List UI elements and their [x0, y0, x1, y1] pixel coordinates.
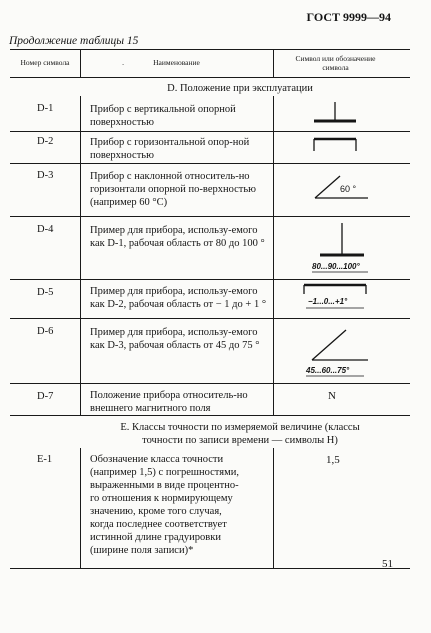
- symbol-range-label: −1...0...+1°: [308, 297, 348, 306]
- header-divider-2: [273, 49, 274, 77]
- symbol-inclined-range: [302, 324, 380, 380]
- row-separator: [10, 415, 410, 416]
- column-divider-code-e: [80, 448, 81, 568]
- row-separator: [10, 163, 410, 164]
- symbol-accuracy-class: 1,5: [326, 454, 340, 466]
- table-bottom-border: [10, 568, 410, 569]
- row-code-e1: Е-1: [37, 454, 53, 465]
- row-name-d1: Прибор с вертикальной опорной поверхностью: [90, 104, 236, 128]
- row-name-e1-line: (ширине поля записи)*: [90, 545, 194, 556]
- symbol-magnetic-field: N: [328, 390, 336, 402]
- row-name-d6: Пример для прибора, использу-емого как D-3, рабочая область от 45 до 75 °: [90, 327, 260, 351]
- symbol-range-label: 45...60...75°: [306, 366, 350, 375]
- symbol-vertical-range: [298, 221, 376, 276]
- column-divider-symbol: [273, 96, 274, 415]
- row-name-e1-line: выраженными в виде процентно-: [90, 480, 239, 491]
- row-separator: [10, 131, 410, 132]
- standard-code: ГОСТ 9999—94: [306, 10, 391, 24]
- row-name-e1-line: истинной длине градуировки: [90, 532, 221, 543]
- symbol-inclined-support: [312, 172, 372, 204]
- header-bottom-border: [10, 77, 410, 78]
- row-code-d3: D-3: [37, 170, 54, 181]
- column-divider-code: [80, 96, 81, 415]
- row-name-e1-line: (например 1,5) с погрешностями,: [90, 467, 239, 478]
- symbol-horizontal-support: [310, 137, 360, 153]
- column-header-symbol: Символ или обозначение символа: [295, 54, 376, 72]
- row-name-e1-line: го отношения к нормирующему: [90, 493, 233, 504]
- symbol-angle-label: 60 °: [340, 184, 357, 194]
- section-e-title-line1: Е. Классы точности по измеряемой величине (классы: [120, 422, 360, 433]
- column-header-number: Номер символа: [20, 58, 70, 67]
- row-name-d4: Пример для прибора, использу-емого как D-1, рабочая область от 80 до 100 °: [90, 225, 265, 249]
- column-divider-symbol-e: [273, 448, 274, 568]
- row-separator: [10, 318, 410, 319]
- page-number: 51: [382, 558, 393, 570]
- row-name-e1-line: когда последнее соответствует: [90, 519, 227, 530]
- column-header-name: Наименование: [153, 58, 200, 67]
- row-name-e1: [90, 453, 270, 557]
- symbol-vertical-support: [310, 100, 360, 126]
- row-code-d5: D-5: [37, 287, 54, 298]
- table-top-border: [10, 49, 410, 50]
- symbol-range-label: 80...90...100°: [312, 262, 360, 271]
- table-continuation-caption: Продолжение таблицы 15: [9, 35, 139, 47]
- row-separator: [10, 383, 410, 384]
- row-code-d6: D-6: [37, 326, 54, 337]
- row-code-d7: D-7: [37, 391, 54, 402]
- row-separator: [10, 279, 410, 280]
- symbol-horizontal-range: [300, 282, 374, 316]
- row-name-d7: Положение прибора относитель-но внешнего магнитного поля: [90, 390, 248, 414]
- row-name-d2: Прибор с горизонтальной опор-ной поверхностью: [90, 137, 250, 161]
- row-code-d2: D-2: [37, 136, 54, 147]
- row-name-e1-line: значению, кроме того случая,: [90, 506, 222, 517]
- row-name-d5: Пример для прибора, использу-емого как D-2, рабочая область от − 1 до + 1 °: [90, 286, 267, 310]
- row-name-e1-line: Обозначение класса точности: [90, 454, 224, 465]
- row-separator: [10, 216, 410, 217]
- column-header-dot: .: [122, 58, 124, 67]
- section-e-title-line2: точности по записи времени — символы Н): [142, 435, 338, 446]
- section-d-title: D. Положение при эксплуатации: [167, 83, 313, 94]
- row-name-d3: Прибор с наклонной относитель-но горизонтали опорной по-верхностью (например 60 °С): [90, 171, 256, 208]
- row-code-d4: D-4: [37, 224, 54, 235]
- row-code-d1: D-1: [37, 103, 54, 114]
